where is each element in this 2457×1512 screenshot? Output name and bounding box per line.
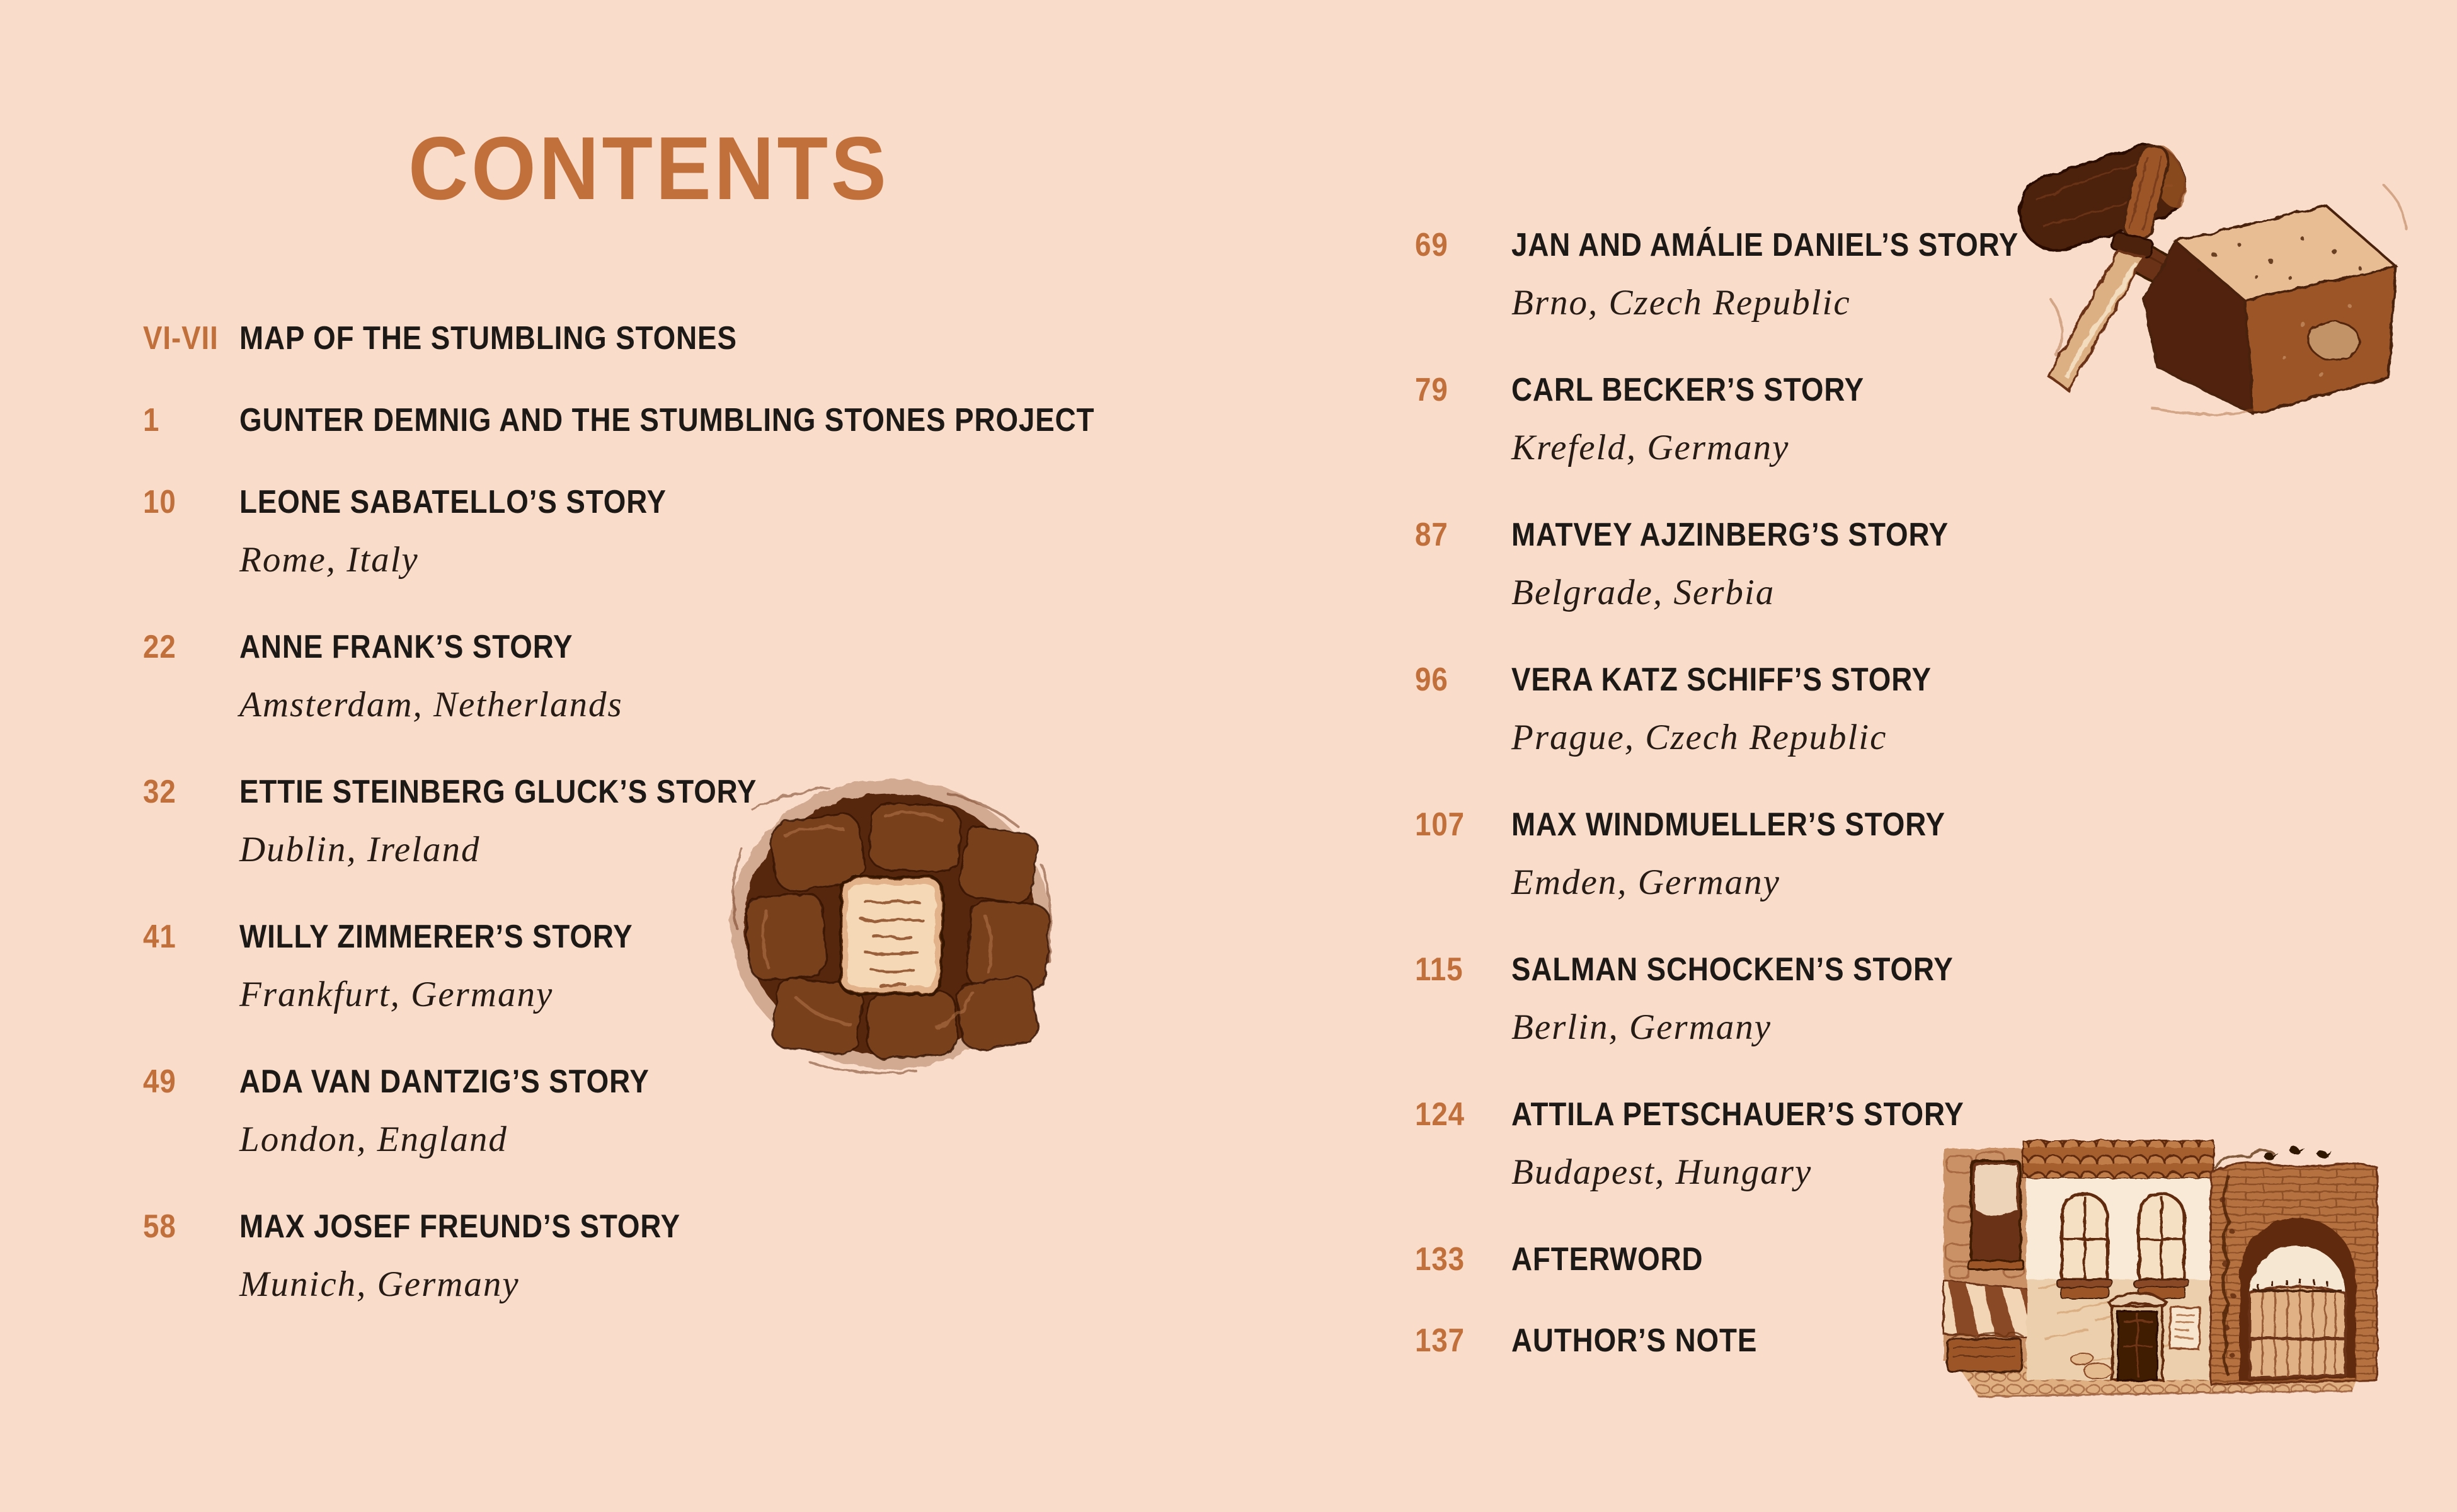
toc-entry-title: AFTERWORD	[1511, 1241, 1704, 1278]
toc-entry-title: SALMAN SCHOCKEN’S STORY	[1511, 951, 1954, 988]
toc-entry	[143, 484, 724, 580]
toc-page-number: 49	[143, 1063, 176, 1100]
toc-page-number: 58	[143, 1208, 176, 1245]
toc-entry	[143, 320, 805, 357]
toc-entry	[1415, 1241, 1729, 1278]
toc-page-number: 69	[1415, 227, 1448, 263]
toc-entry-location: Amsterdam, Netherlands	[239, 685, 623, 724]
toc-entry-location: Berlin, Germany	[1511, 1007, 1772, 1047]
toc-entry-title: ANNE FRANK’S STORY	[239, 629, 573, 665]
toc-entry	[143, 402, 1211, 438]
toc-entry	[1415, 806, 2005, 902]
toc-entry-title: ADA VAN DANTZIG’S STORY	[239, 1063, 650, 1100]
toc-page-number: 137	[1415, 1322, 1465, 1359]
toc-entry-location: Krefeld, Germany	[1511, 428, 1790, 467]
toc-entry	[143, 919, 687, 1014]
toc-entry-title: CARL BECKER’S STORY	[1511, 372, 1864, 408]
toc-entry-title: MAX JOSEF FREUND’S STORY	[239, 1208, 680, 1245]
toc-entry	[143, 629, 623, 724]
toc-page-number: 115	[1415, 951, 1463, 988]
toc-entry-location: Prague, Czech Republic	[1511, 718, 1887, 757]
toc-page-number: 107	[1415, 806, 1465, 843]
toc-page-number: 133	[1415, 1241, 1465, 1278]
toc-entry-title: GUNTER DEMNIG AND THE STUMBLING STONES PROJECT	[239, 402, 1095, 438]
toc-page-number: 10	[143, 484, 176, 520]
toc-entry-title: MAP OF THE STUMBLING STONES	[239, 320, 737, 357]
mallet-and-chisel-illustration	[2007, 110, 2422, 422]
toc-entry-title: ETTIE STEINBERG GLUCK’S STORY	[239, 774, 757, 810]
toc-entry-location: Munich, Germany	[239, 1264, 520, 1304]
stumbling-stone-illustration	[715, 772, 1068, 1080]
toc-entry	[1415, 227, 2088, 323]
toc-entry-title: ATTILA PETSCHAUER’S STORY	[1511, 1096, 1964, 1133]
toc-entry-location: Dublin, Ireland	[239, 830, 481, 869]
toc-page-number: VI-VII	[143, 320, 219, 357]
toc-entry	[1415, 662, 1989, 757]
toc-entry-location: Frankfurt, Germany	[239, 975, 554, 1014]
old-town-house-illustration	[1944, 1131, 2385, 1402]
page-title: CONTENTS	[408, 118, 890, 219]
toc-entry-location: Rome, Italy	[239, 540, 419, 580]
toc-page-number: 87	[1415, 517, 1448, 553]
toc-entry-location: London, England	[239, 1120, 508, 1159]
toc-entry	[143, 1063, 705, 1159]
toc-entry-location: Belgrade, Serbia	[1511, 573, 1775, 612]
toc-entry-title: MAX WINDMUELLER’S STORY	[1511, 806, 1945, 843]
toc-page-number: 1	[143, 402, 160, 438]
toc-entry-location: Brno, Czech Republic	[1511, 283, 1851, 323]
toc-entry-title: JAN AND AMÁLIE DANIEL’S STORY	[1511, 227, 2019, 263]
toc-entry	[1415, 517, 2008, 612]
toc-entry	[1415, 372, 1912, 467]
toc-entry	[143, 1208, 740, 1304]
toc-entry-title: AUTHOR’S NOTE	[1511, 1322, 1758, 1359]
toc-entry	[1415, 951, 2013, 1047]
toc-entry-title: MATVEY AJZINBERG’S STORY	[1511, 517, 1949, 553]
toc-page-number: 22	[143, 629, 176, 665]
toc-page-number: 41	[143, 919, 176, 955]
toc-page-number: 32	[143, 774, 176, 810]
toc-entry-location: Emden, Germany	[1511, 862, 1780, 902]
toc-entry	[1415, 1096, 2026, 1192]
toc-entry	[1415, 1322, 1790, 1359]
toc-page-number: 79	[1415, 372, 1448, 408]
toc-entry-location: Budapest, Hungary	[1511, 1152, 1813, 1192]
toc-page-number: 96	[1415, 662, 1448, 698]
toc-entry-title: VERA KATZ SCHIFF’S STORY	[1511, 662, 1932, 698]
toc-entry-title: WILLY ZIMMERER’S STORY	[239, 919, 633, 955]
toc-entry-title: LEONE SABATELLO’S STORY	[239, 484, 667, 520]
toc-page-number: 124	[1415, 1096, 1465, 1133]
